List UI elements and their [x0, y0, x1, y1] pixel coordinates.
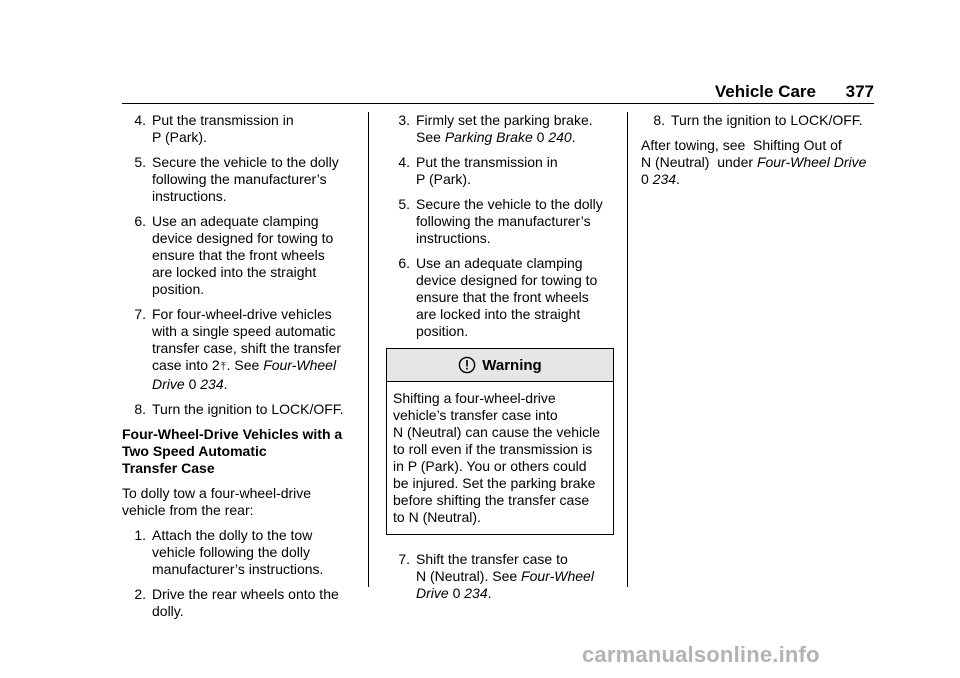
- four-high-arrow-icon: ⤒: [220, 361, 226, 373]
- column-divider-2: [627, 112, 628, 587]
- step-item: [122, 112, 350, 146]
- section-heading: Four-Wheel-Drive Vehicles with a Two Speed Automatic Transfer Case: [122, 426, 343, 476]
- cross-reference-link[interactable]: Four-Wheel Drive: [756, 154, 867, 170]
- step-item: [122, 586, 350, 620]
- warning-body: Shifting a four-wheel-drive vehicle’s transfer case into N (Neutral) can cause the vehicle to roll even if the transmission is in P (Park). You or others could be injured. Set the parking brake before shifting the transfer case to N (Neutral).: [393, 390, 600, 525]
- step-item: [641, 112, 875, 129]
- cross-reference-link[interactable]: Parking Brake: [444, 129, 533, 145]
- page-reference[interactable]: 234: [652, 171, 677, 187]
- watermark-text: carmanualsonline.info: [582, 642, 820, 667]
- step-item: [386, 255, 614, 340]
- step-number: 4.: [398, 154, 410, 170]
- cross-reference-link[interactable]: Drive: [416, 585, 449, 601]
- step-text: Secure the vehicle to the dolly following the manufacturer’s instructions.: [416, 196, 603, 246]
- column-2: [386, 112, 614, 610]
- warning-header: [387, 349, 613, 382]
- step-text: Drive the rear wheels onto the dolly.: [152, 586, 339, 619]
- section-title: Vehicle Care: [714, 82, 816, 101]
- step-item: [122, 401, 350, 418]
- cross-reference-link[interactable]: Drive: [152, 376, 185, 392]
- step-number: 2.: [134, 586, 146, 602]
- page-ref-icon: 0: [188, 376, 197, 392]
- page-ref-icon: 0: [641, 171, 649, 187]
- step-item: [386, 112, 614, 146]
- page-number: 377: [845, 82, 874, 101]
- warning-box: [386, 348, 614, 535]
- step-item: [386, 551, 614, 602]
- step-item: [386, 196, 614, 247]
- step-text: For four-wheel-drive vehicles with a single speed automatic transfer case, shift the transfer case into 2⤒. See Four-Wheel Drive 0 234.: [152, 306, 342, 392]
- warning-title: Warning: [482, 356, 542, 374]
- column-divider-1: [368, 112, 369, 587]
- step-number: 5.: [134, 154, 146, 170]
- step-text: Attach the dolly to the tow vehicle following the dolly manufacturer’s instructions.: [152, 527, 324, 577]
- step-text: Turn the ignition to LOCK/OFF.: [152, 401, 344, 417]
- warning-icon: [458, 356, 476, 374]
- step-number: 1.: [134, 527, 146, 543]
- step-item: [122, 527, 350, 578]
- step-number: 4.: [134, 112, 146, 128]
- page-reference[interactable]: 240: [548, 129, 572, 145]
- step-text: Turn the ignition to LOCK/OFF.: [671, 112, 863, 128]
- step-text: Put the transmission in P (Park).: [416, 154, 558, 187]
- step-text: Secure the vehicle to the dolly following the manufacturer’s instructions.: [152, 154, 339, 204]
- column-1: [122, 112, 350, 628]
- step-number: 8.: [134, 401, 146, 417]
- step-number: 8.: [653, 112, 665, 128]
- step-text: Use an adequate clamping device designed for towing to ensure that the front wheels are locked into the straight position.: [416, 255, 598, 339]
- step-number: 6.: [134, 213, 146, 229]
- step-number: 7.: [134, 306, 146, 322]
- step-number: 5.: [398, 196, 410, 212]
- page-ref-icon: 0: [452, 585, 461, 601]
- step-text: Put the transmission in P (Park).: [152, 112, 294, 145]
- intro-paragraph: To dolly tow a four-wheel-drive vehicle from the rear:: [122, 485, 312, 518]
- cross-reference-link[interactable]: Four-Wheel: [263, 357, 337, 373]
- step-item: [386, 154, 614, 188]
- step-number: 3.: [398, 112, 410, 128]
- step-item: [122, 154, 350, 205]
- column-3: [641, 112, 875, 196]
- step-number: 6.: [398, 255, 410, 271]
- page-ref-icon: 0: [536, 129, 545, 145]
- page-reference[interactable]: 234: [464, 585, 488, 601]
- page-reference[interactable]: 234: [200, 376, 224, 392]
- header-rule: [122, 103, 874, 104]
- page-header: [122, 83, 874, 103]
- step-text: Use an adequate clamping device designed for towing to ensure that the front wheels are locked into the straight position.: [152, 213, 334, 297]
- after-towing-paragraph: After towing, see Shifting Out of N (Neutral) under Four-Wheel Drive 0 234.: [641, 137, 867, 187]
- step-item: [122, 306, 350, 393]
- step-text: Shift the transfer case to N (Neutral). See Four-Wheel Drive 0 234.: [416, 551, 594, 601]
- step-item: [122, 213, 350, 298]
- step-text: Firmly set the parking brake. See Parking Brake 0 240.: [416, 112, 593, 145]
- cross-reference-link[interactable]: Four-Wheel: [521, 568, 594, 584]
- step-number: 7.: [398, 551, 410, 567]
